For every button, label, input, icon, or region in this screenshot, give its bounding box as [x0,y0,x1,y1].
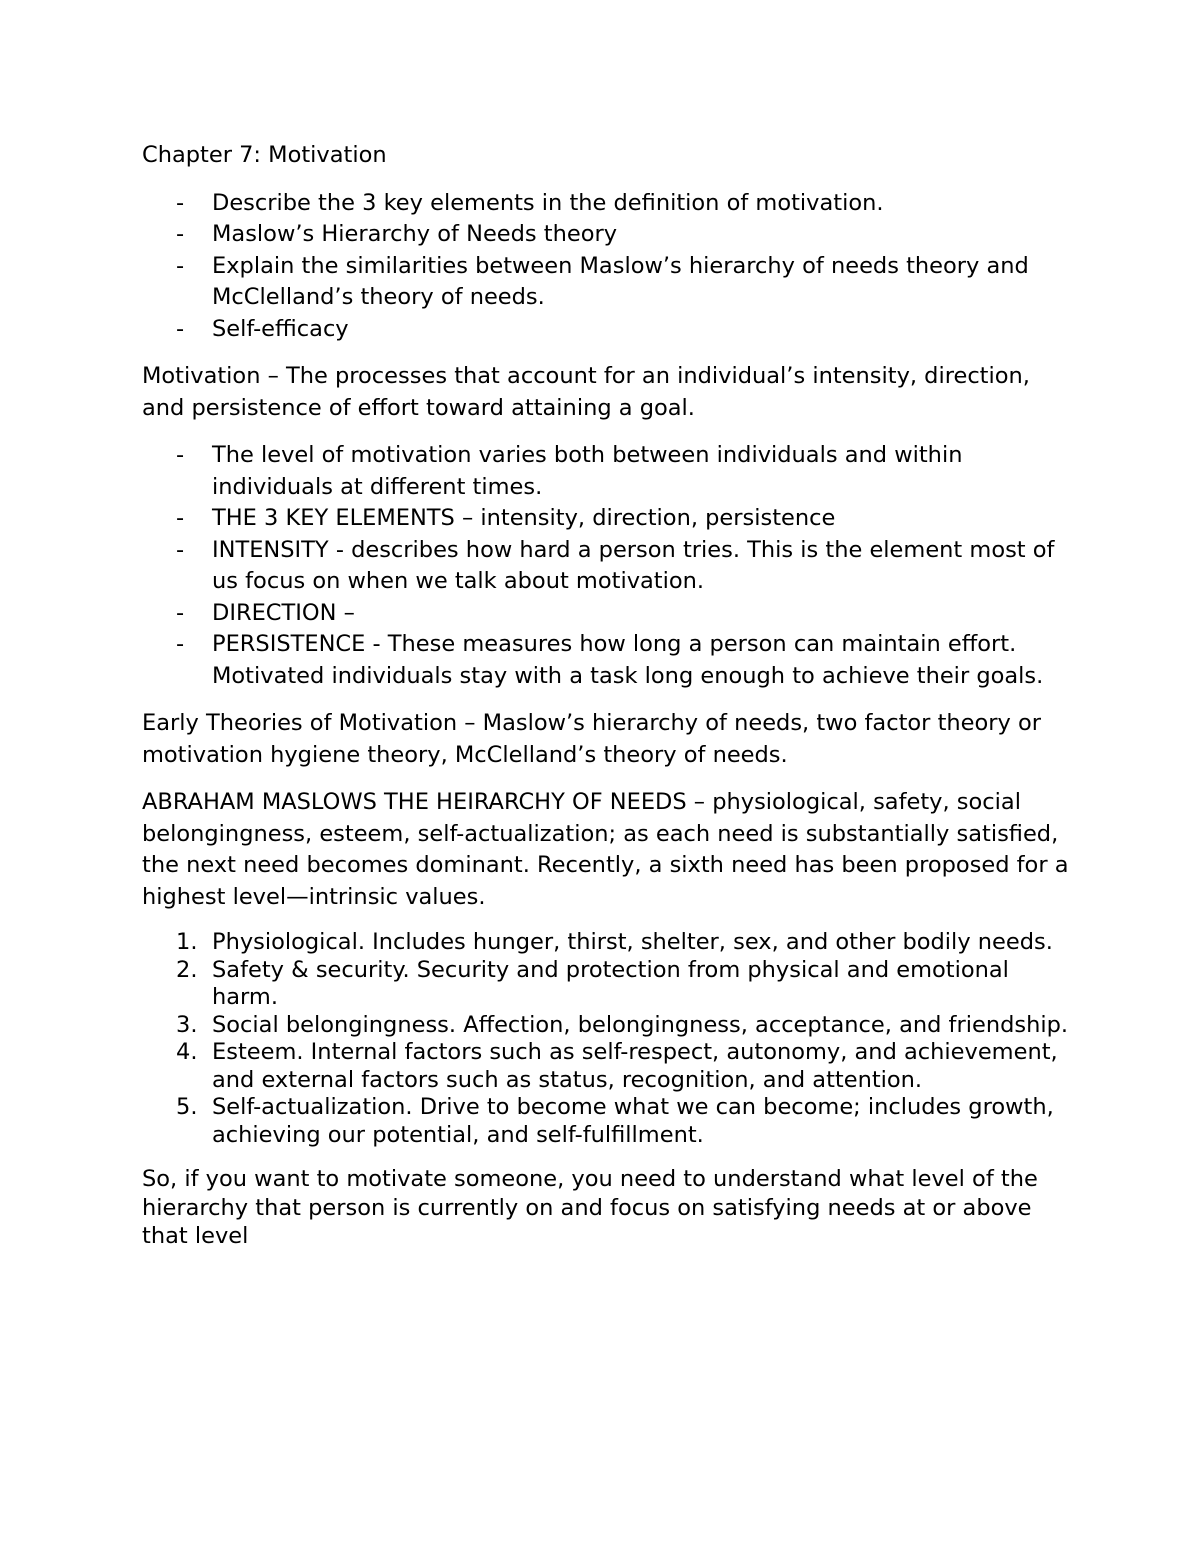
dash-bullet: - [176,221,185,247]
dash-bullet: - [176,252,185,279]
need-text: Social belongingness. Affection, belongingness, acceptance, and friendship. [212,1011,1069,1038]
point-text: THE 3 KEY ELEMENTS – intensity, direction, persistence [212,505,836,531]
list-item [142,503,1072,535]
document-page [142,140,1072,1251]
list-number: 4. [176,1039,198,1065]
closing-paragraph: So, if you want to motivate someone, you need to understand what level of the hierarchy that person is currently on and focus on satisfying needs at or above that level [142,1166,1038,1249]
list-number: 5. [176,1094,198,1120]
need-text: Esteem. Internal factors such as self-respect, autonomy, and achievement, and external factors such as status, recognition, and attention. [212,1039,1058,1093]
objective-text: Maslow’s Hierarchy of Needs theory [212,221,618,247]
list-item [142,957,1072,1012]
list-item [142,629,1072,692]
needs-list [142,929,1072,1149]
dash-bullet: - [176,315,185,342]
list-item [142,1012,1072,1040]
list-number: 2. [176,956,198,983]
motivation-points-list [142,440,1072,692]
list-item [142,535,1072,598]
need-text: Safety & security. Security and protection from physical and emotional harm. [212,956,1009,1010]
point-text: INTENSITY - describes how hard a person tries. This is the element most of us focus on when we talk about motivation. [212,536,1055,594]
need-text: Physiological. Includes hunger, thirst, shelter, sex, and other bodily needs. [212,929,1053,955]
list-item [142,929,1072,957]
objectives-list [142,188,1072,346]
list-number: 3. [176,1011,198,1038]
objective-text: Describe the 3 key elements in the definition of motivation. [212,189,884,216]
objective-text: Explain the similarities between Maslow’s hierarchy of needs theory and McClelland’s theory of needs. [212,252,1029,310]
list-number: 1. [176,929,198,955]
need-text: Self-actualization. Drive to become what we can become; includes growth, achieving our potential, and self-fulfillment. [212,1094,1054,1148]
point-text: DIRECTION – [212,599,355,626]
list-item [142,598,1072,630]
list-item [142,314,1072,346]
early-theories-paragraph: Early Theories of Motivation – Maslow’s hierarchy of needs, two factor theory or motivation hygiene theory, McClelland’s theory of needs. [142,710,1042,768]
dash-bullet: - [176,442,185,468]
dash-bullet: - [176,631,185,657]
list-item [142,188,1072,220]
list-item [142,1094,1072,1149]
motivation-definition: Motivation – The processes that account for an individual’s intensity, direction, and persistence of effort toward attaining a goal. [142,363,1030,421]
objective-text: Self-efficacy [212,315,349,342]
maslow-intro-paragraph: ABRAHAM MASLOWS THE HEIRARCHY OF NEEDS – physiological, safety, social belongingness, esteem, self-actualization; as each need is substantially satisfied, the next need becomes dominant. Recently, a sixth need has been proposed for a highest level—intrinsic values. [142,789,1069,910]
list-item [142,251,1072,314]
point-text: The level of motivation varies both between individuals and within individuals at different times. [212,442,963,500]
list-item [142,219,1072,251]
dash-bullet: - [176,505,185,531]
dash-bullet: - [176,599,185,626]
chapter-title: Chapter 7: Motivation [142,142,387,168]
point-text: PERSISTENCE - These measures how long a person can maintain effort. Motivated individuals stay with a task long enough to achieve their goals. [212,631,1044,689]
dash-bullet: - [176,189,185,216]
dash-bullet: - [176,536,185,563]
list-item [142,440,1072,503]
list-item [142,1039,1072,1094]
